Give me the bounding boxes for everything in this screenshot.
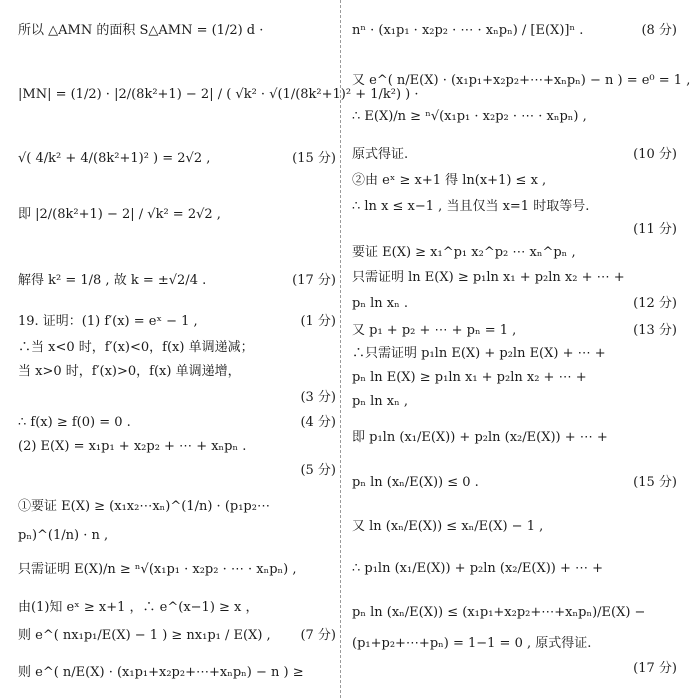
score-mark: (11 分) bbox=[633, 222, 677, 237]
proof-text: 又 e^( n/E(X) · (x₁p₁+x₂p₂+⋯+xₙpₙ) − n ) = e⁰ = 1 , bbox=[352, 73, 691, 88]
proof-text: (2) E(X) = x₁p₁ + x₂p₂ + ⋯ + xₙpₙ . bbox=[18, 439, 247, 454]
proof-line bbox=[18, 414, 336, 432]
proof-text: ∴ E(X)/n ≥ ⁿ√(x₁p₁ · x₂p₂ · ⋯ · xₙpₙ) , bbox=[352, 109, 587, 124]
proof-line bbox=[352, 635, 677, 653]
proof-line bbox=[18, 527, 336, 545]
proof-text: ②由 eˣ ≥ x+1 得 ln(x+1) ≤ x , bbox=[352, 173, 547, 188]
proof-line bbox=[18, 498, 336, 516]
right-column bbox=[352, 0, 691, 698]
proof-text: ∴只需证明 p₁ln E(X) + p₂ln E(X) + ⋯ + bbox=[352, 346, 606, 361]
proof-line bbox=[18, 86, 419, 104]
proof-text: 只需证明 E(X)/n ≥ ⁿ√(x₁p₁ · x₂p₂ · ⋯ · xₙpₙ) , bbox=[18, 562, 297, 577]
proof-text: 又 ln (xₙ/E(X)) ≤ xₙ/E(X) − 1 , bbox=[352, 519, 544, 534]
proof-line bbox=[18, 438, 336, 456]
proof-line bbox=[352, 108, 677, 126]
proof-text: 由(1)知 eˣ ≥ x+1 ，∴ e^(x−1) ≥ x ， bbox=[18, 600, 259, 615]
score-mark: (4 分) bbox=[300, 415, 336, 430]
column-divider bbox=[340, 0, 341, 698]
proof-text: ∴ ln x ≤ x−1 , 当且仅当 x=1 时取等号. bbox=[352, 199, 590, 214]
proof-text: 又 p₁ + p₂ + ⋯ + pₙ = 1 , bbox=[352, 323, 517, 338]
score-mark: (8 分) bbox=[641, 23, 677, 38]
proof-line bbox=[352, 72, 691, 90]
proof-text: (p₁+p₂+⋯+pₙ) = 1−1 = 0 , 原式得证. bbox=[352, 636, 592, 651]
proof-text: nⁿ · (x₁p₁ · x₂p₂ · ⋯ · xₙpₙ) / [E(X)]ⁿ . bbox=[352, 23, 584, 38]
proof-line bbox=[18, 363, 336, 381]
proof-line bbox=[352, 146, 677, 164]
proof-line bbox=[352, 429, 677, 447]
proof-line bbox=[18, 339, 336, 357]
proof-line bbox=[352, 369, 677, 387]
proof-text: pₙ ln (xₙ/E(X)) ≤ (x₁p₁+x₂p₂+⋯+xₙpₙ)/E(X) − bbox=[352, 605, 646, 620]
proof-line bbox=[18, 150, 336, 168]
proof-line bbox=[352, 295, 677, 313]
proof-text: ∴当 x<0 时，f′(x)<0，f(x) 单调递减； bbox=[18, 340, 254, 355]
proof-line bbox=[18, 389, 336, 407]
proof-line bbox=[18, 22, 336, 40]
proof-line bbox=[352, 604, 677, 622]
score-mark: (7 分) bbox=[300, 628, 336, 643]
proof-text: 即 p₁ln (x₁/E(X)) + p₂ln (x₂/E(X)) + ⋯ + bbox=[352, 430, 608, 445]
proof-text: ①要证 E(X) ≥ (x₁x₂⋯xₙ)^(1/n) · (p₁p₂⋯ bbox=[18, 499, 270, 514]
proof-line bbox=[18, 664, 336, 682]
proof-text: √( 4/k² + 4/(8k²+1)² ) = 2√2 , bbox=[18, 151, 211, 166]
proof-line bbox=[352, 518, 677, 536]
proof-line bbox=[18, 272, 336, 290]
score-mark: (1 分) bbox=[300, 314, 336, 329]
proof-line bbox=[352, 393, 677, 411]
proof-text: 则 e^( nx₁p₁/E(X) − 1 ) ≥ nx₁p₁ / E(X) , bbox=[18, 628, 271, 643]
proof-line bbox=[352, 172, 677, 190]
proof-line bbox=[18, 627, 336, 645]
proof-text: 所以 △AMN 的面积 S△AMN = (1/2) d · bbox=[18, 23, 264, 38]
proof-text: 解得 k² = 1/8 , 故 k = ±√2/4 . bbox=[18, 273, 207, 288]
proof-text: pₙ ln E(X) ≥ p₁ln x₁ + p₂ln x₂ + ⋯ + bbox=[352, 370, 587, 385]
proof-line bbox=[352, 269, 677, 287]
proof-line bbox=[352, 244, 677, 262]
proof-text: pₙ ln xₙ , bbox=[352, 394, 408, 409]
proof-text: pₙ)^(1/n) · n , bbox=[18, 528, 109, 543]
proof-line bbox=[352, 660, 677, 678]
score-mark: (10 分) bbox=[633, 147, 677, 162]
proof-line bbox=[352, 345, 677, 363]
proof-line bbox=[352, 198, 677, 216]
proof-text: pₙ ln (xₙ/E(X)) ≤ 0 . bbox=[352, 475, 479, 490]
proof-text: 当 x>0 时，f′(x)>0，f(x) 单调递增， bbox=[18, 364, 241, 379]
score-mark: (15 分) bbox=[633, 475, 677, 490]
score-mark: (17 分) bbox=[292, 273, 336, 288]
proof-line bbox=[352, 221, 677, 239]
proof-text: 原式得证. bbox=[352, 147, 409, 162]
score-mark: (17 分) bbox=[633, 661, 677, 676]
proof-line bbox=[352, 560, 677, 578]
proof-line bbox=[18, 599, 336, 617]
proof-line bbox=[18, 561, 336, 579]
score-mark: (15 分) bbox=[292, 151, 336, 166]
score-mark: (12 分) bbox=[633, 296, 677, 311]
proof-text: 则 e^( n/E(X) · (x₁p₁+x₂p₂+⋯+xₙpₙ) − n ) ≥ bbox=[18, 665, 304, 680]
proof-text: 19. 证明：(1) f′(x) = eˣ − 1 , bbox=[18, 314, 198, 329]
proof-text: 要证 E(X) ≥ x₁^p₁ x₂^p₂ ⋯ xₙ^pₙ , bbox=[352, 245, 576, 260]
proof-line bbox=[352, 322, 677, 340]
score-mark: (13 分) bbox=[633, 323, 677, 338]
proof-text: pₙ ln xₙ . bbox=[352, 296, 408, 311]
proof-line bbox=[352, 474, 677, 492]
proof-text: ∴ p₁ln (x₁/E(X)) + p₂ln (x₂/E(X)) + ⋯ + bbox=[352, 561, 604, 576]
proof-line bbox=[352, 22, 677, 40]
score-mark: (3 分) bbox=[300, 390, 336, 405]
proof-line bbox=[18, 462, 336, 480]
proof-line bbox=[18, 313, 336, 331]
proof-text: ∴ f(x) ≥ f(0) = 0 . bbox=[18, 415, 131, 430]
score-mark: (5 分) bbox=[300, 463, 336, 478]
proof-text: 只需证明 ln E(X) ≥ p₁ln x₁ + p₂ln x₂ + ⋯ + bbox=[352, 270, 625, 285]
proof-text: |MN| = (1/2) · |2/(8k²+1) − 2| / ( √k² · √(1/(8k²+1)² + 1/k²) ) · bbox=[18, 87, 419, 102]
proof-text: 即 |2/(8k²+1) − 2| / √k² = 2√2 , bbox=[18, 207, 221, 222]
proof-line bbox=[18, 206, 336, 224]
